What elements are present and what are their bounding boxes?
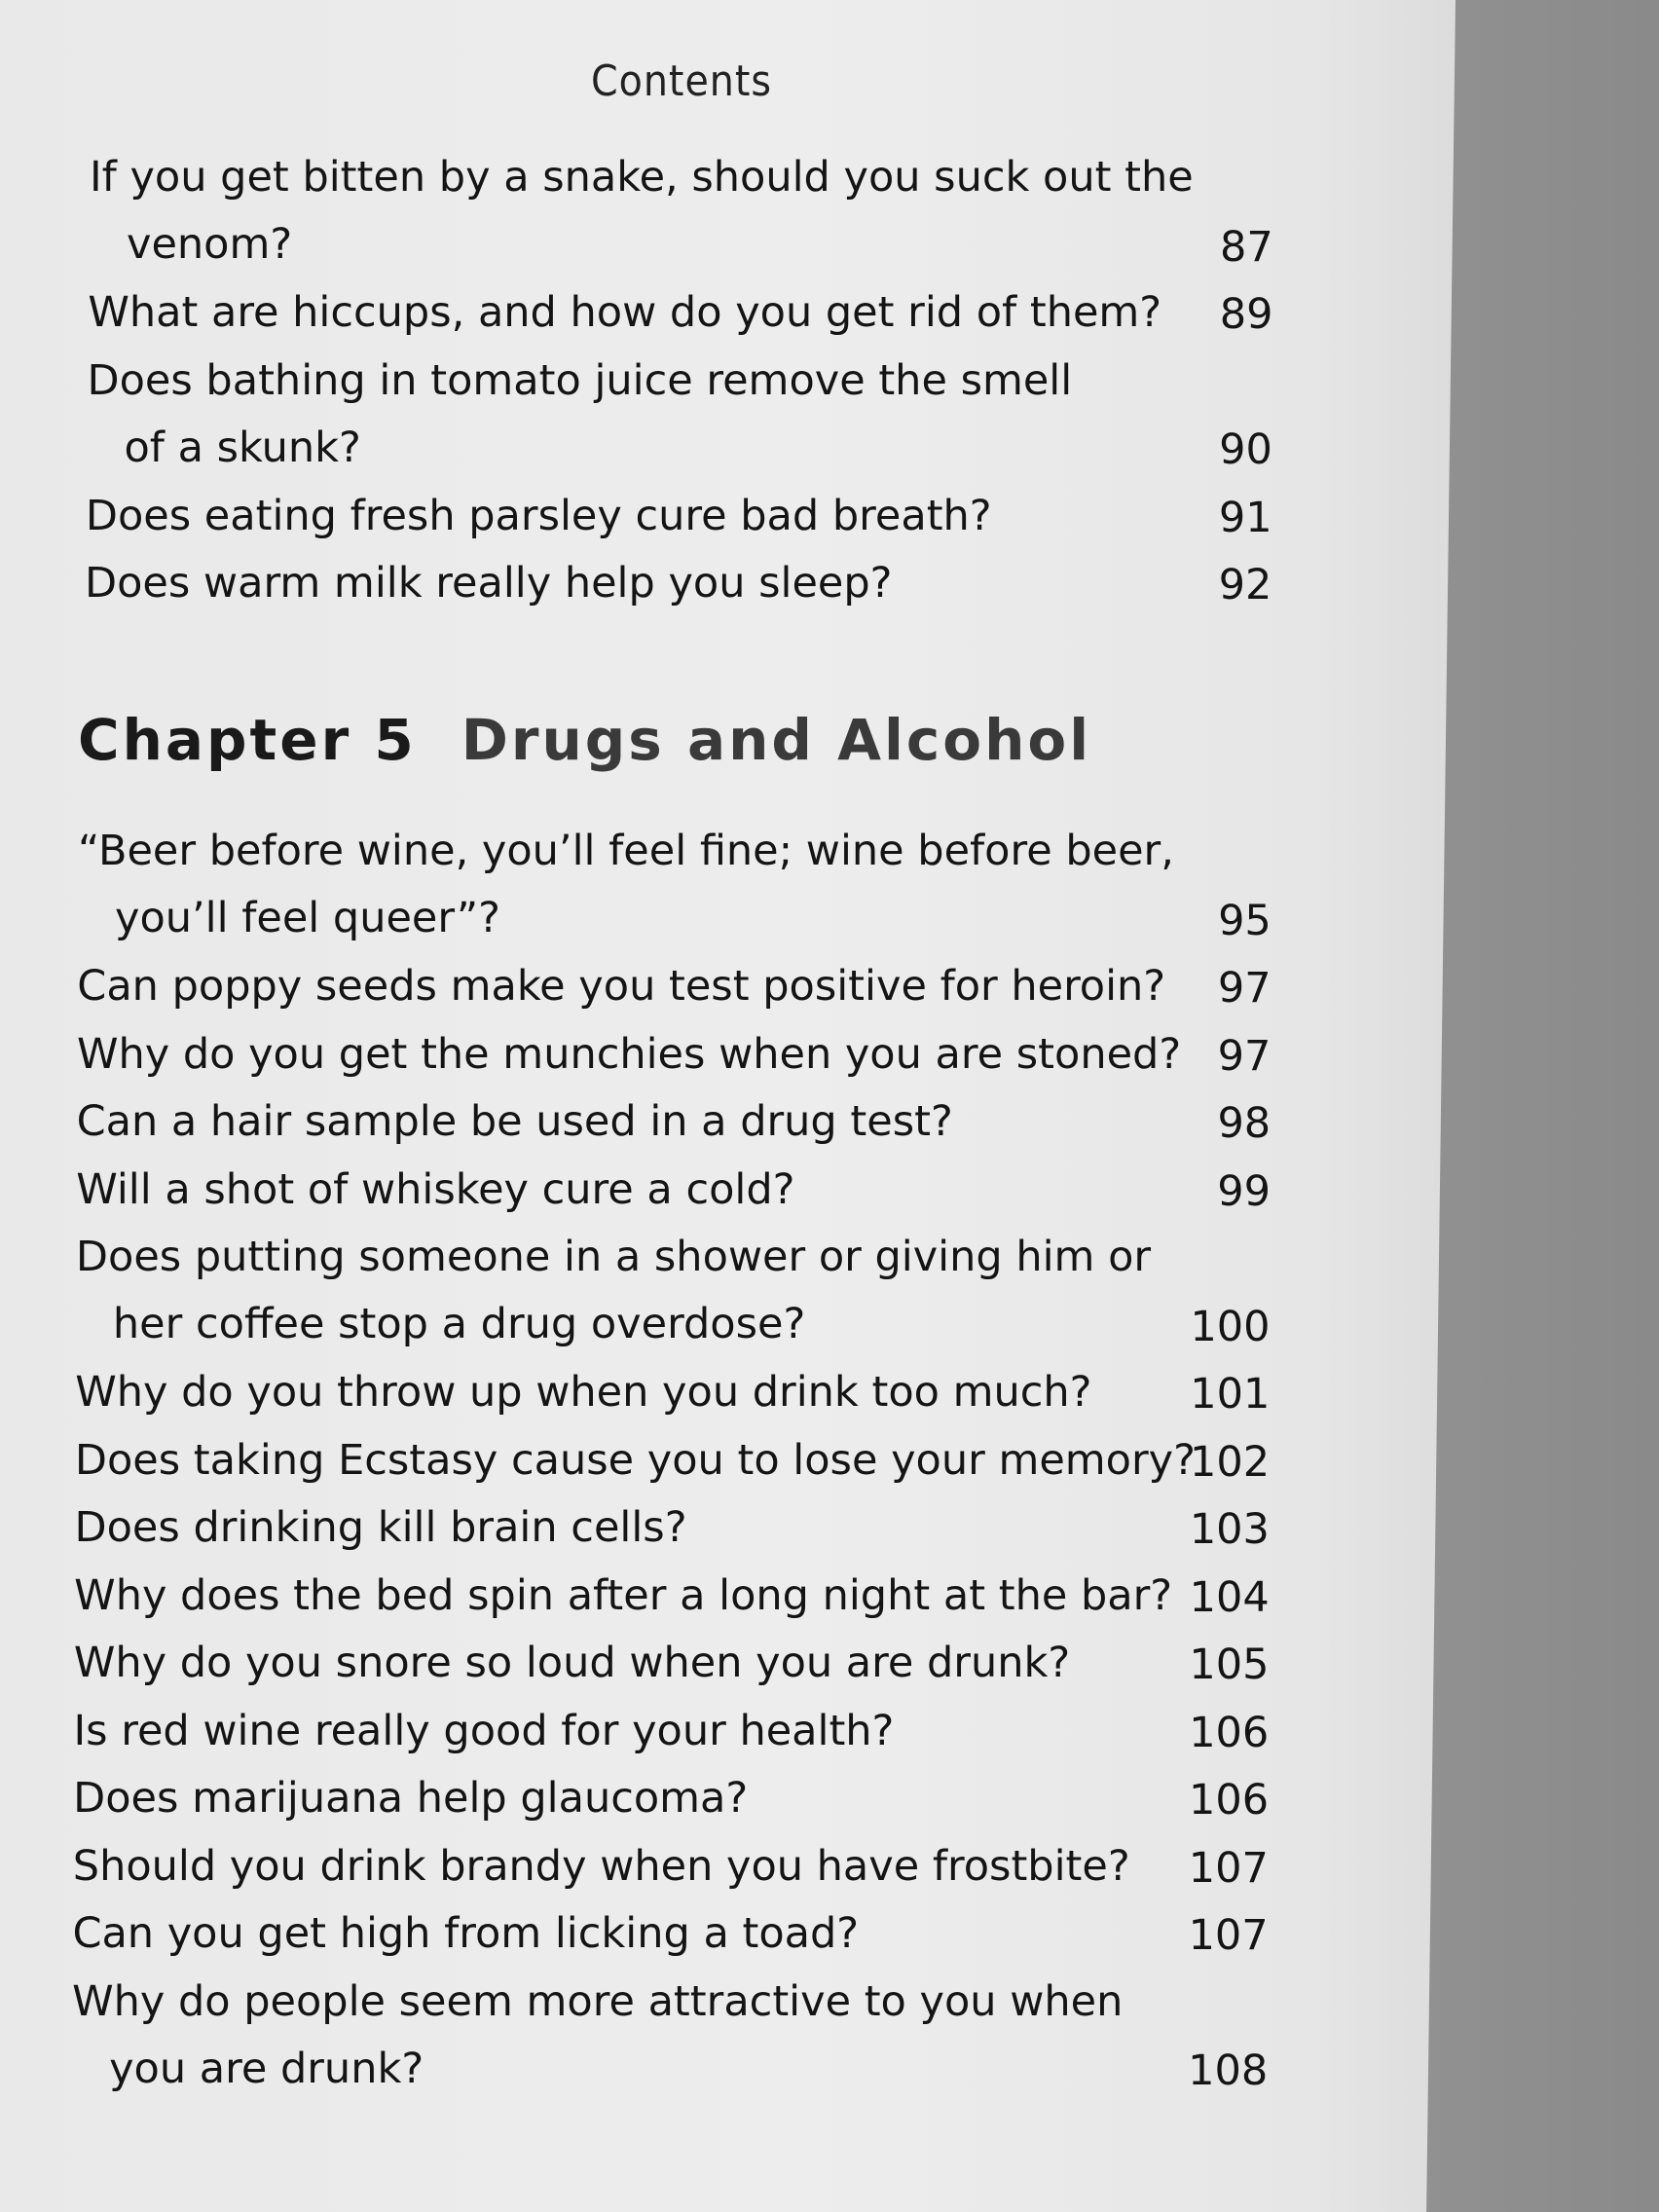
toc-entry-text: Does drinking kill brain cells? (74, 1503, 687, 1552)
toc-entry-text: Does putting someone in a shower or giving him or (75, 1233, 1152, 1281)
toc-page-number: 106 (1189, 1708, 1270, 1757)
running-head: Contents (590, 56, 773, 106)
toc-entry-text: Does taking Ecstasy cause you to lose your memory? (74, 1435, 1196, 1485)
toc-entry (87, 348, 1072, 482)
toc-entry (90, 144, 1194, 278)
toc-entry (77, 953, 1165, 1020)
toc-entry-text: of a skunk? (124, 423, 361, 472)
toc-page-number: 107 (1188, 1843, 1269, 1893)
toc-entry (88, 279, 1161, 347)
toc-page-number: 105 (1189, 1641, 1270, 1689)
toc-entry (75, 1359, 1091, 1426)
toc-page-number: 87 (1220, 222, 1273, 272)
toc-page-number: 108 (1188, 2046, 1269, 2095)
toc-entry (73, 1698, 894, 1765)
toc-entry-text: venom? (127, 220, 293, 269)
toc-entry-text: Does eating fresh parsley cure bad breath? (85, 491, 992, 540)
toc-entry-text: Does marijuana help glaucoma? (73, 1774, 749, 1823)
toc-entry-text: Can poppy seeds make you test positive for heroin? (77, 962, 1166, 1011)
toc-entry (75, 1427, 1196, 1494)
toc-page-number: 91 (1218, 493, 1272, 542)
toc-entry (76, 1224, 1151, 1358)
toc-entry (77, 1088, 953, 1156)
toc-entry (75, 1494, 687, 1562)
toc-entry (74, 1563, 1172, 1630)
toc-entry-text: Is red wine really good for your health? (73, 1706, 895, 1755)
toc-entry (73, 1765, 748, 1832)
toc-page-number: 90 (1219, 425, 1272, 474)
toc-entry-text: Can you get high from licking a toad? (72, 1909, 860, 1958)
toc-entry-text: Why does the bed spin after a long night at the bar? (74, 1570, 1173, 1620)
toc-entry-text: you are drunk? (109, 2044, 424, 2093)
toc-entry (72, 1900, 859, 1968)
toc-entry (72, 1969, 1123, 2103)
toc-entry (73, 1833, 1130, 1900)
toc-page-number: 106 (1189, 1776, 1270, 1825)
toc-entry-text: Why do you get the munchies when you are stoned? (76, 1029, 1182, 1079)
chapter-title: Drugs and Alcohol (461, 707, 1092, 773)
toc-entry-text: Why do you throw up when you drink too much? (75, 1368, 1092, 1417)
chapter-heading (78, 707, 1091, 773)
toc-page-number: 100 (1190, 1302, 1271, 1351)
toc-entry-text: “Beer before wine, you’ll feel fine; wine before beer, (78, 827, 1174, 875)
toc-entry (86, 483, 992, 550)
toc-entry (78, 818, 1174, 952)
toc-page-number: 89 (1219, 290, 1273, 339)
toc-entry-text: Why do people seem more attractive to you when (72, 1976, 1124, 2026)
toc-entry-text: you’ll feel queer”? (115, 894, 500, 942)
toc-entry-text: Should you drink brandy when you have frostbite? (72, 1841, 1130, 1891)
toc-page-number: 95 (1218, 896, 1272, 945)
toc-page-number: 104 (1189, 1572, 1270, 1622)
toc-page-number: 102 (1190, 1437, 1271, 1487)
toc-page-number: 103 (1189, 1505, 1270, 1554)
chapter-number: Chapter 5 (78, 707, 417, 773)
toc-entry (85, 550, 893, 617)
toc-entry-text: Does warm milk really help you sleep? (84, 559, 893, 608)
toc-entry (74, 1630, 1070, 1697)
toc-entry (76, 1157, 794, 1224)
toc-page-number: 99 (1217, 1166, 1271, 1216)
toc-entry-text: Does bathing in tomato juice remove the smell (87, 355, 1073, 405)
toc-page-number: 97 (1217, 964, 1272, 1013)
toc-entry-text: her coffee stop a drug overdose? (112, 1300, 806, 1348)
toc-page-number: 92 (1218, 561, 1272, 609)
toc-entry-text: Can a hair sample be used in a drug test? (76, 1097, 953, 1146)
toc-entry-text: Why do you snore so loud when you are drunk? (73, 1639, 1071, 1687)
toc-entry-text: What are hiccups, and how do you get rid of them? (88, 288, 1162, 337)
toc-page-number: 101 (1190, 1370, 1271, 1419)
toc-page-number: 107 (1188, 1911, 1269, 1960)
toc-page-number: 97 (1217, 1031, 1272, 1081)
toc-entry (77, 1021, 1181, 1088)
toc-entry-text: If you get bitten by a snake, should you suck out the (90, 153, 1194, 202)
toc-page-number: 98 (1217, 1099, 1272, 1148)
toc-entry-text: Will a shot of whiskey cure a cold? (76, 1164, 795, 1214)
